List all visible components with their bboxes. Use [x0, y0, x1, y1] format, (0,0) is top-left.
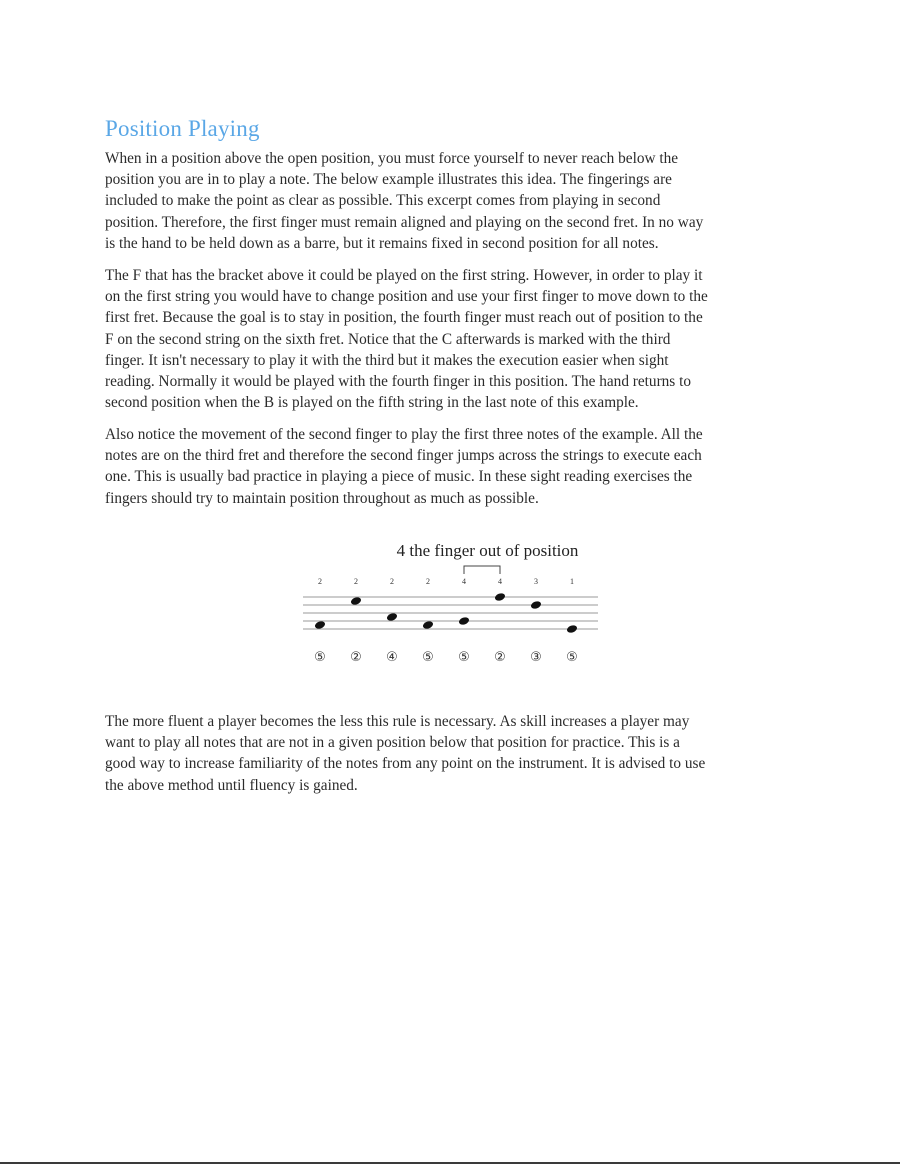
finger-number: 1: [570, 577, 574, 586]
text-line: notes are on the third fret and therefore the second finger jumps across the strings to execute each: [105, 447, 702, 465]
text-line: The F that has the bracket above it could be played on the first string. However, in order to play it: [105, 267, 703, 284]
figure-caption: 4 the finger out of position: [396, 541, 579, 560]
text-line: want to play all notes that are not in a given position below that position for practice. This is a: [105, 734, 680, 752]
note-head: [386, 612, 398, 622]
string-number: ②: [494, 650, 506, 665]
finger-number: 2: [426, 577, 430, 586]
string-number: ⑤: [422, 650, 434, 665]
text-line: the above method until fluency is gained.: [105, 776, 358, 794]
paragraph-1: [105, 148, 800, 254]
position-bracket: [464, 566, 500, 574]
text-line: included to make the point as clear as possible. This excerpt comes from playing in second: [105, 192, 661, 210]
text-line: fingers should try to maintain position throughout as much as possible.: [105, 489, 539, 507]
finger-number: 2: [354, 577, 358, 586]
text-line: The more fluent a player becomes the less this rule is necessary. As skill increases a player may: [105, 713, 690, 730]
text-line: one. This is usually bad practice in playing a piece of music. In these sight reading exercises the: [105, 468, 693, 486]
notation-figure: [300, 538, 600, 670]
string-number: ④: [386, 650, 398, 665]
text-line: position you are in to play a note. The below example illustrates this idea. The fingerings are: [105, 171, 672, 189]
note-head: [566, 624, 578, 634]
text-line: is the hand to be held down as a barre, but it remains fixed in second position for all notes.: [105, 234, 659, 252]
string-number: ⑤: [566, 650, 578, 665]
note-head: [530, 600, 542, 610]
section-heading: Position Playing: [105, 116, 260, 141]
finger-number: 4: [498, 577, 502, 586]
paragraph-4: [105, 711, 800, 796]
finger-number: 2: [318, 577, 322, 586]
string-number: ⑤: [314, 650, 326, 665]
note-head: [422, 620, 434, 630]
finger-number: 3: [534, 577, 538, 586]
text-line: finger. It isn't necessary to play it with the third but it makes the execution easier when sight: [105, 351, 669, 369]
text-line: position. Therefore, the first finger must remain aligned and playing on the second fret. In no way: [105, 213, 704, 231]
note-head: [458, 616, 470, 626]
string-number: ②: [350, 650, 362, 665]
paragraph-3: [105, 424, 800, 509]
text-line: When in a position above the open position, you must force yourself to never reach below the: [105, 150, 679, 167]
text-line: second position when the B is played on the fifth string in the last note of this example.: [105, 394, 639, 412]
text-line: on the first string you would have to change position and use your first finger to move down to the: [105, 288, 708, 306]
string-number: ③: [530, 650, 542, 665]
note-head: [314, 620, 326, 630]
finger-number: 4: [462, 577, 466, 586]
text-line: first fret. Because the goal is to stay in position, the fourth finger must reach out of position to the: [105, 309, 703, 327]
paragraph-2: [105, 265, 800, 413]
text-line: good way to increase familiarity of the notes from any point on the instrument. It is advised to use: [105, 755, 706, 773]
note-head: [350, 596, 362, 606]
note-head: [494, 592, 506, 602]
string-number: ⑤: [458, 650, 470, 665]
text-line: reading. Normally it would be played with the fourth finger in this position. The hand returns to: [105, 373, 691, 391]
text-line: F on the second string on the sixth fret. Notice that the C afterwards is marked with the third: [105, 330, 671, 348]
finger-number: 2: [390, 577, 394, 586]
text-line: Also notice the movement of the second finger to play the first three notes of the example. All the: [105, 426, 703, 443]
